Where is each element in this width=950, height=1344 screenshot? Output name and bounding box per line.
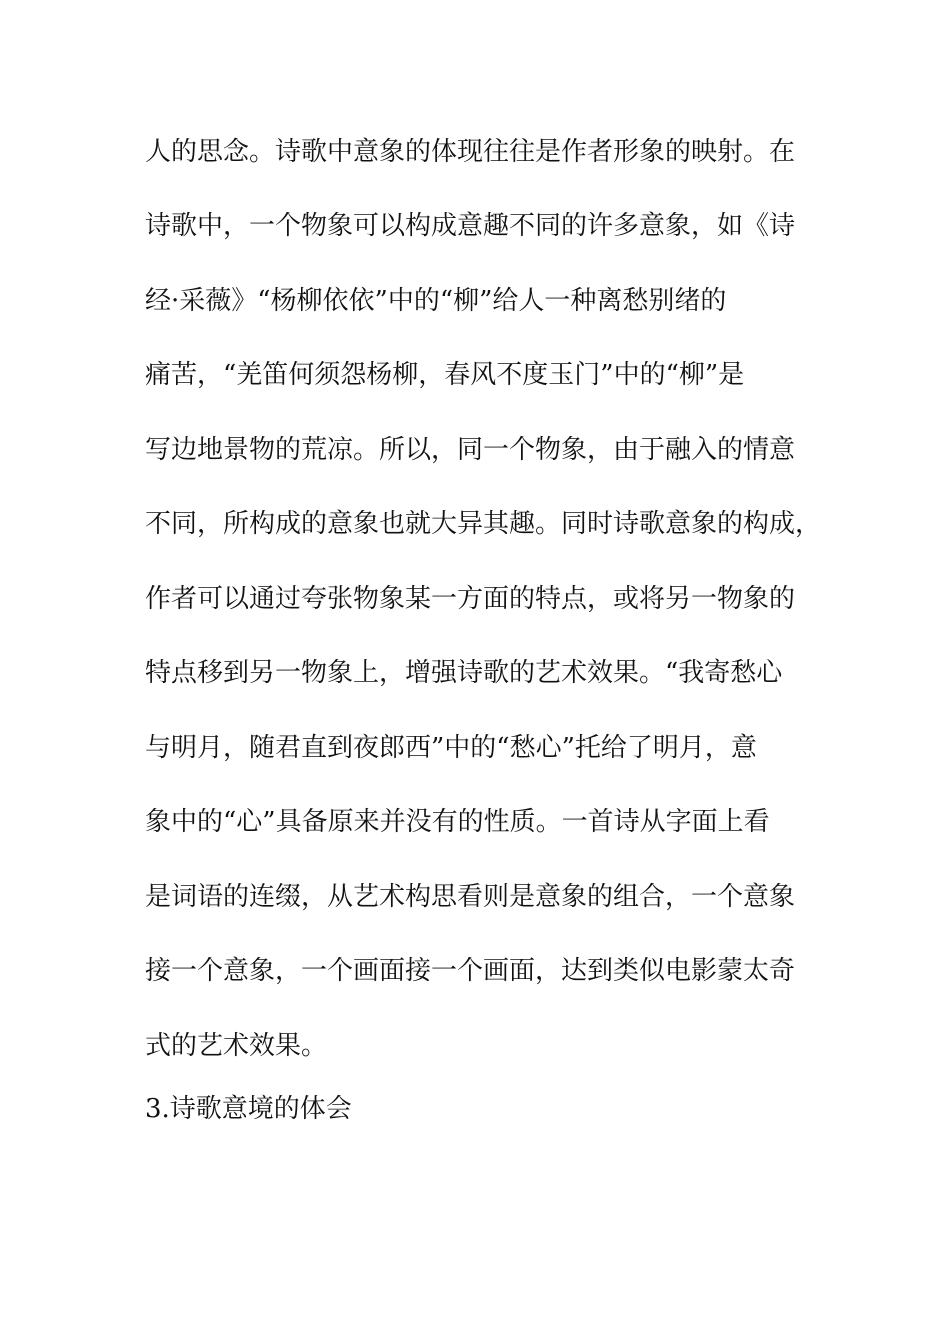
paragraph-line: 不同，所构成的意象也就大异其趣。同时诗歌意象的构成， bbox=[145, 509, 822, 539]
paragraph-line: 是词语的连缀，从艺术构思看则是意象的组合，一个意象 bbox=[145, 882, 796, 912]
paragraph-line: 接一个意象，一个画面接一个画面，达到类似电影蒙太奇 bbox=[145, 956, 796, 986]
paragraph-line: 式的艺术效果。 bbox=[145, 1031, 328, 1061]
paragraph-line: 痛苦，“羌笛何须怨杨柳，春风不度玉门”中的“柳”是 bbox=[145, 360, 745, 390]
paragraph-line: 象中的“心”具备原来并没有的性质。一首诗从字面上看 bbox=[145, 807, 770, 837]
paragraph-line: 经·采薇》“杨柳依依”中的“柳”给人一种离愁别绪的 bbox=[145, 286, 727, 316]
paragraph-line: 作者可以通过夸张物象某一方面的特点，或将另一物象的 bbox=[145, 584, 796, 614]
paragraph-line: 人的思念。诗歌中意象的体现往往是作者形象的映射。在 bbox=[145, 137, 796, 167]
section-heading: 3.诗歌意境的体会 bbox=[145, 1094, 352, 1124]
paragraph-line: 写边地景物的荒凉。所以，同一个物象，由于融入的情意 bbox=[145, 435, 796, 465]
paragraph-line: 诗歌中，一个物象可以构成意趣不同的许多意象，如《诗 bbox=[145, 211, 796, 241]
paragraph-line: 与明月，随君直到夜郎西”中的“愁心”托给了明月，意 bbox=[145, 733, 757, 763]
paragraph-line: 特点移到另一物象上，增强诗歌的艺术效果。“我寄愁心 bbox=[145, 658, 783, 688]
